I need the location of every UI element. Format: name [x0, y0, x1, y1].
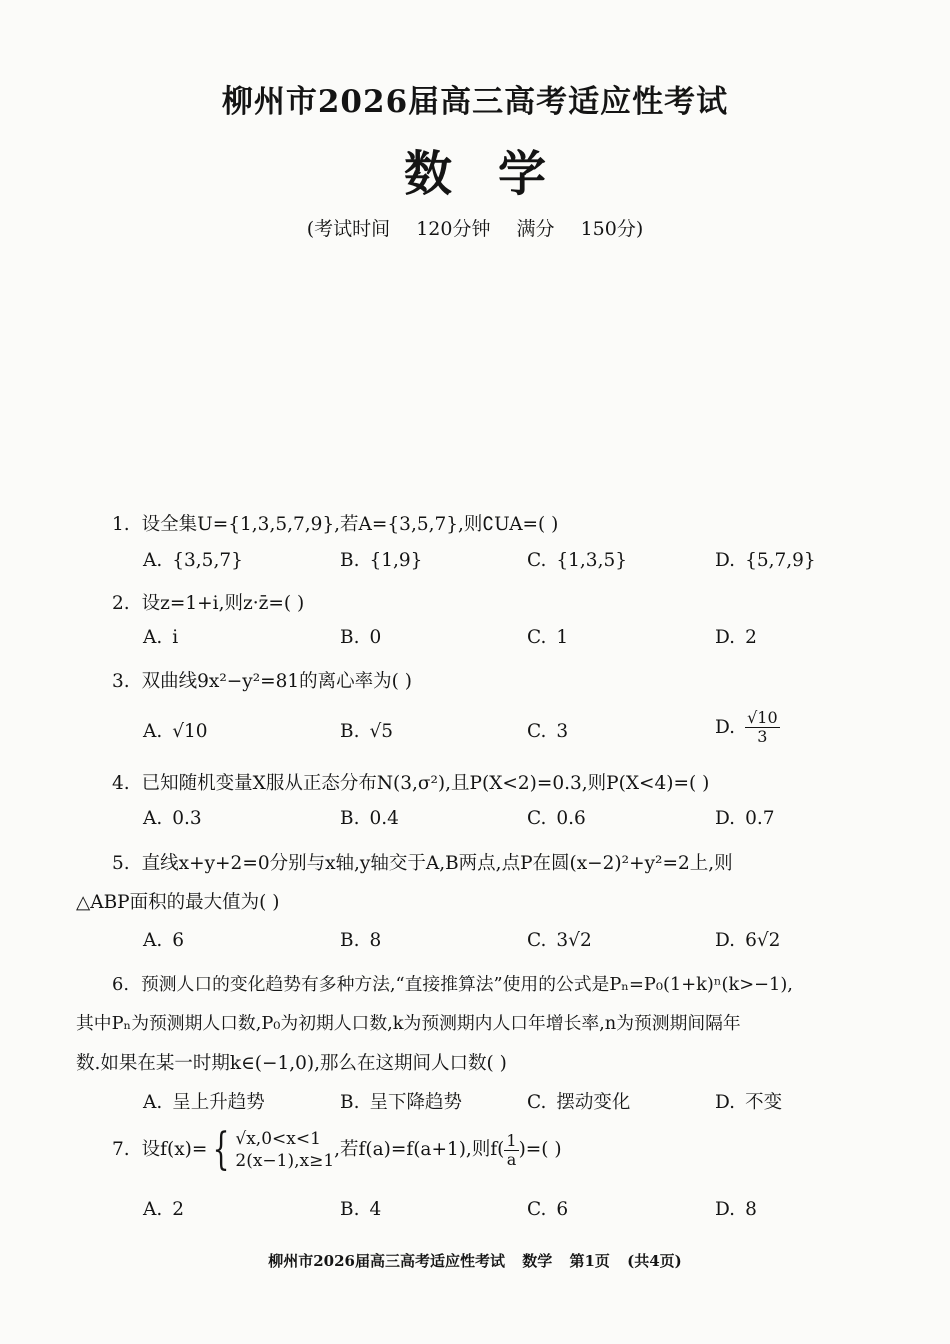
- option-c: [527, 808, 586, 829]
- full-score-label: 满分: [516, 218, 555, 240]
- option-d: [715, 627, 757, 648]
- option-c: [527, 550, 627, 571]
- option-label: A.: [143, 1092, 163, 1113]
- question-number: 3.: [112, 671, 130, 692]
- option-text: 0.6: [556, 808, 586, 829]
- option-text: 不变: [745, 1092, 783, 1113]
- option-label: B.: [340, 808, 360, 829]
- option-text: 8: [369, 930, 382, 951]
- brace-symbol: {: [212, 1124, 230, 1175]
- fraction-numerator: √10: [747, 708, 778, 727]
- option-a: [143, 1199, 184, 1220]
- option-label: C.: [527, 1199, 547, 1220]
- footer-subject: 数学: [522, 1252, 553, 1270]
- footer-exam-name: 柳州市2026届高三高考适应性考试: [268, 1252, 505, 1270]
- question-number: 7.: [112, 1139, 130, 1160]
- option-text: 0.7: [745, 808, 775, 829]
- option-c: [527, 1088, 630, 1114]
- question-5: [112, 849, 733, 875]
- case-line: √x,0<x<1: [235, 1129, 321, 1149]
- option-b: [340, 550, 422, 571]
- option-text: 6: [556, 1199, 569, 1220]
- option-label: D.: [715, 550, 736, 571]
- option-c: [527, 930, 592, 951]
- question-7: [112, 1124, 562, 1175]
- option-label: D.: [715, 1092, 736, 1113]
- option-label: A.: [143, 627, 163, 648]
- option-text: 1: [556, 627, 569, 648]
- question-4: [112, 769, 709, 795]
- option-label: B.: [340, 930, 360, 951]
- option-d: [715, 550, 816, 571]
- option-label: A.: [143, 550, 163, 571]
- option-label: C.: [527, 550, 547, 571]
- option-a: [143, 930, 184, 951]
- exam-time-value: 120分钟: [416, 218, 491, 240]
- page-footer: [0, 1250, 950, 1271]
- option-label: C.: [527, 930, 547, 951]
- option-text: {1,9}: [369, 550, 423, 571]
- question-stem: 已知随机变量X服从正态分布N(3,σ²),且P(X<2)=0.3,则P(X<4)=( ): [141, 773, 710, 794]
- option-text: i: [172, 627, 179, 648]
- question-6: [112, 971, 793, 996]
- option-label: A.: [143, 1199, 163, 1220]
- question-stem-middle: ,若f(a)=f(a+1),则f(: [334, 1139, 505, 1160]
- option-label: D.: [715, 716, 736, 738]
- option-a: [143, 1088, 265, 1114]
- question-stem-suffix: )=( ): [518, 1139, 562, 1160]
- option-d: [715, 808, 774, 829]
- question-stem-line: 预测人口的变化趋势有多种方法,“直接推算法”使用的公式是Pₙ=P₀(1+k)ⁿ(k>−1),: [140, 974, 793, 995]
- option-label: B.: [340, 721, 360, 742]
- option-b: [340, 627, 381, 648]
- question-number: 4.: [112, 773, 130, 794]
- option-text: {3,5,7}: [172, 550, 243, 571]
- exam-time-label: (考试时间: [306, 218, 391, 240]
- option-text: 摆动变化: [556, 1092, 631, 1113]
- question-5-continued: △ABP面积的最大值为( ): [76, 892, 280, 913]
- question-stem: 设全集U={1,3,5,7,9},若A={3,5,7},则∁UA=( ): [141, 514, 559, 535]
- question-6-continued: 数.如果在某一时期k∈(−1,0),那么在这期间人口数( ): [76, 1053, 507, 1074]
- question-stem: 设z=1+i,则z·z̄=( ): [141, 593, 305, 614]
- option-label: C.: [527, 1092, 547, 1113]
- option-label: A.: [143, 808, 163, 829]
- option-text: 3: [556, 721, 569, 742]
- fraction: [504, 1132, 518, 1169]
- exam-info: [0, 214, 950, 241]
- option-text: √10: [172, 721, 208, 742]
- question-3: [112, 667, 412, 693]
- option-d: [715, 709, 780, 746]
- option-label: B.: [340, 1092, 360, 1113]
- option-text: 3√2: [556, 930, 592, 951]
- option-text: 2: [745, 627, 757, 648]
- option-text: 8: [745, 1199, 757, 1220]
- question-6-continued: 其中Pₙ为预测期人口数,P₀为初期人口数,k为预测期内人口年增长率,n为预测期间隔年: [76, 1013, 741, 1034]
- option-label: C.: [527, 808, 547, 829]
- option-label: B.: [340, 1199, 360, 1220]
- option-c: [527, 721, 568, 742]
- option-c: [527, 1199, 568, 1220]
- option-label: C.: [527, 721, 547, 742]
- option-b: [340, 721, 393, 742]
- subject-title: 数学: [403, 146, 592, 202]
- question-number: 2.: [112, 593, 130, 614]
- question-stem: 双曲线9x²−y²=81的离心率为( ): [141, 671, 413, 692]
- fraction-denominator: 3: [757, 727, 768, 746]
- option-a: [143, 627, 178, 648]
- question-stem-prefix: 设f(x)=: [141, 1139, 208, 1160]
- option-text: {1,3,5}: [556, 550, 628, 571]
- exam-title: 柳州市2026届高三高考适应性考试: [221, 84, 729, 120]
- option-text: 6√2: [745, 930, 781, 951]
- option-text: 0.4: [369, 808, 399, 829]
- case-line: 2(x−1),x≥1: [235, 1151, 335, 1171]
- option-text: 0.3: [172, 808, 202, 829]
- option-b: [340, 1088, 462, 1114]
- option-a: [143, 721, 208, 742]
- option-b: [340, 1199, 381, 1220]
- option-text: 呈下降趋势: [369, 1092, 462, 1113]
- fraction-denominator: a: [506, 1149, 517, 1169]
- option-d: [715, 930, 780, 951]
- option-a: [143, 808, 202, 829]
- option-label: D.: [715, 930, 736, 951]
- option-d: [715, 1088, 782, 1114]
- footer-page-number: 第1页: [569, 1252, 610, 1270]
- option-label: B.: [340, 550, 360, 571]
- option-label: A.: [143, 721, 163, 742]
- option-text: 6: [172, 930, 185, 951]
- piecewise-function: [207, 1124, 335, 1175]
- option-b: [340, 808, 399, 829]
- option-label: D.: [715, 627, 736, 648]
- option-label: D.: [715, 808, 736, 829]
- question-number: 5.: [112, 853, 130, 874]
- option-label: B.: [340, 627, 360, 648]
- option-label: D.: [715, 1199, 736, 1220]
- full-score-value: 150分): [580, 218, 644, 240]
- question-number: 1.: [112, 514, 130, 535]
- fraction-numerator: 1: [506, 1130, 517, 1150]
- footer-page-total: (共4页): [627, 1252, 682, 1270]
- question-2: [112, 589, 304, 615]
- question-1: [112, 510, 558, 536]
- option-fraction: [745, 709, 780, 746]
- option-text: {5,7,9}: [745, 550, 816, 571]
- option-text: √5: [369, 721, 394, 742]
- option-d: [715, 1199, 757, 1220]
- option-text: 2: [172, 1199, 185, 1220]
- option-label: A.: [143, 930, 163, 951]
- option-c: [527, 627, 568, 648]
- option-text: 4: [369, 1199, 382, 1220]
- option-label: C.: [527, 627, 547, 648]
- option-text: 0: [369, 627, 382, 648]
- option-a: [143, 550, 243, 571]
- question-number: 6.: [112, 974, 129, 995]
- question-stem-line: 直线x+y+2=0分别与x轴,y轴交于A,B两点,点P在圆(x−2)²+y²=2上,则: [141, 853, 733, 874]
- option-b: [340, 930, 381, 951]
- option-text: 呈上升趋势: [172, 1092, 265, 1113]
